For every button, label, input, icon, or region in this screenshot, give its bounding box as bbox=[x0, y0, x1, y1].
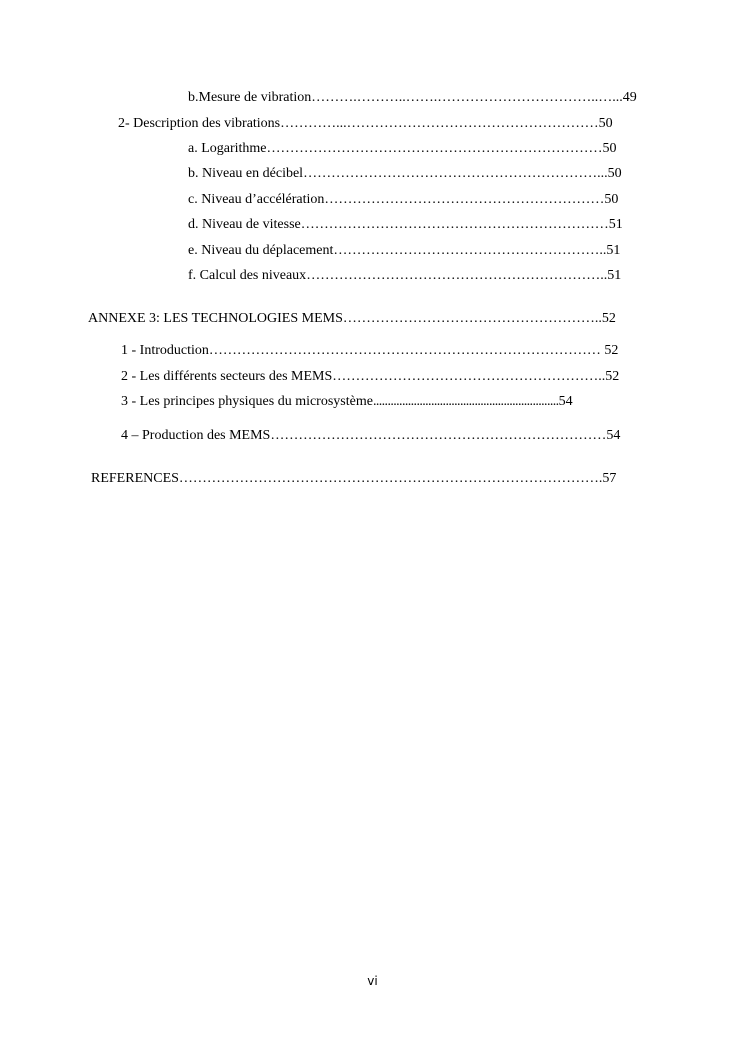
toc-entry-title: d. Niveau de vitesse bbox=[188, 217, 301, 232]
toc-entry bbox=[118, 115, 654, 133]
toc-leader: ................................................................ bbox=[372, 394, 559, 409]
toc-entry bbox=[121, 393, 654, 411]
toc-entry bbox=[188, 165, 654, 183]
toc-page-number: 54 bbox=[558, 394, 573, 409]
toc-entry-title: 4 – Production des MEMS bbox=[121, 428, 271, 443]
toc-entry bbox=[188, 140, 654, 158]
toc-leader: …………………………………………………… bbox=[324, 192, 605, 207]
toc-entry bbox=[188, 216, 654, 234]
toc-entry-title: e. Niveau du déplacement bbox=[188, 243, 334, 258]
toc-entry bbox=[188, 267, 654, 285]
toc-page-number: 50 bbox=[604, 192, 619, 207]
toc-leader: ………………………………………………….. bbox=[332, 369, 606, 384]
toc-entry-title: 3 - Les principes physiques du microsystème bbox=[121, 394, 373, 409]
toc-entry-title: b. Niveau en décibel bbox=[188, 166, 304, 181]
toc-entry-title: a. Logarithme bbox=[188, 141, 267, 156]
toc-leader: ……………………………………………………………… bbox=[266, 141, 603, 156]
toc-page-number: 50 bbox=[607, 166, 622, 181]
toc-leader: ……………………………………………….. bbox=[342, 311, 602, 326]
toc-page-number: 52 bbox=[604, 343, 619, 358]
toc-entry bbox=[188, 89, 654, 107]
toc-entry bbox=[121, 368, 654, 386]
toc-entry-title: 2 - Les différents secteurs des MEMS bbox=[121, 369, 333, 384]
toc-page-number: 50 bbox=[598, 116, 613, 131]
toc-page-number: 50 bbox=[602, 141, 617, 156]
toc-leader: ………………………………………………………… bbox=[300, 217, 609, 232]
toc-leader: …………...……………………………………………… bbox=[280, 116, 599, 131]
toc-leader: ……………………………………………………………… bbox=[270, 428, 607, 443]
toc-entry-title: 2- Description des vibrations bbox=[118, 116, 281, 131]
toc-page-number: 51 bbox=[606, 243, 621, 258]
toc-leader: ……………………………………………………….. bbox=[306, 268, 608, 283]
toc-entry bbox=[121, 427, 654, 445]
toc-page-number: 57 bbox=[602, 471, 617, 486]
toc-entry-title: REFERENCES bbox=[91, 471, 179, 486]
toc-page-number: 52 bbox=[601, 311, 616, 326]
toc-page-number: 51 bbox=[608, 217, 623, 232]
toc-leader: ……….………..…….……………………………..…... bbox=[311, 90, 623, 105]
toc-leader: ………………………………………………….. bbox=[333, 243, 607, 258]
toc-entry-title: b.Mesure de vibration bbox=[188, 90, 312, 105]
page-number-footer: vi bbox=[367, 974, 378, 988]
toc-entry bbox=[88, 310, 654, 328]
toc-page-number: 49 bbox=[622, 90, 637, 105]
toc-page-number: 51 bbox=[607, 268, 622, 283]
toc-leader: ………………………………………………………………………………. bbox=[178, 471, 603, 486]
toc-leader: ………………………………………………………………………… bbox=[208, 343, 605, 358]
toc-entry bbox=[188, 191, 654, 209]
toc-entry bbox=[121, 342, 654, 360]
toc-entry-title: c. Niveau d’accélération bbox=[188, 192, 325, 207]
toc-page-number: 52 bbox=[605, 369, 620, 384]
toc-entry-title: 1 - Introduction bbox=[121, 343, 209, 358]
toc-leader: ………………………………………………………... bbox=[303, 166, 608, 181]
toc-entry-title: f. Calcul des niveaux bbox=[188, 268, 307, 283]
toc-page-number: 54 bbox=[606, 428, 621, 443]
toc-entry-title: ANNEXE 3: LES TECHNOLOGIES MEMS bbox=[88, 311, 343, 326]
toc-entry bbox=[188, 242, 654, 260]
toc-entry bbox=[91, 470, 654, 488]
